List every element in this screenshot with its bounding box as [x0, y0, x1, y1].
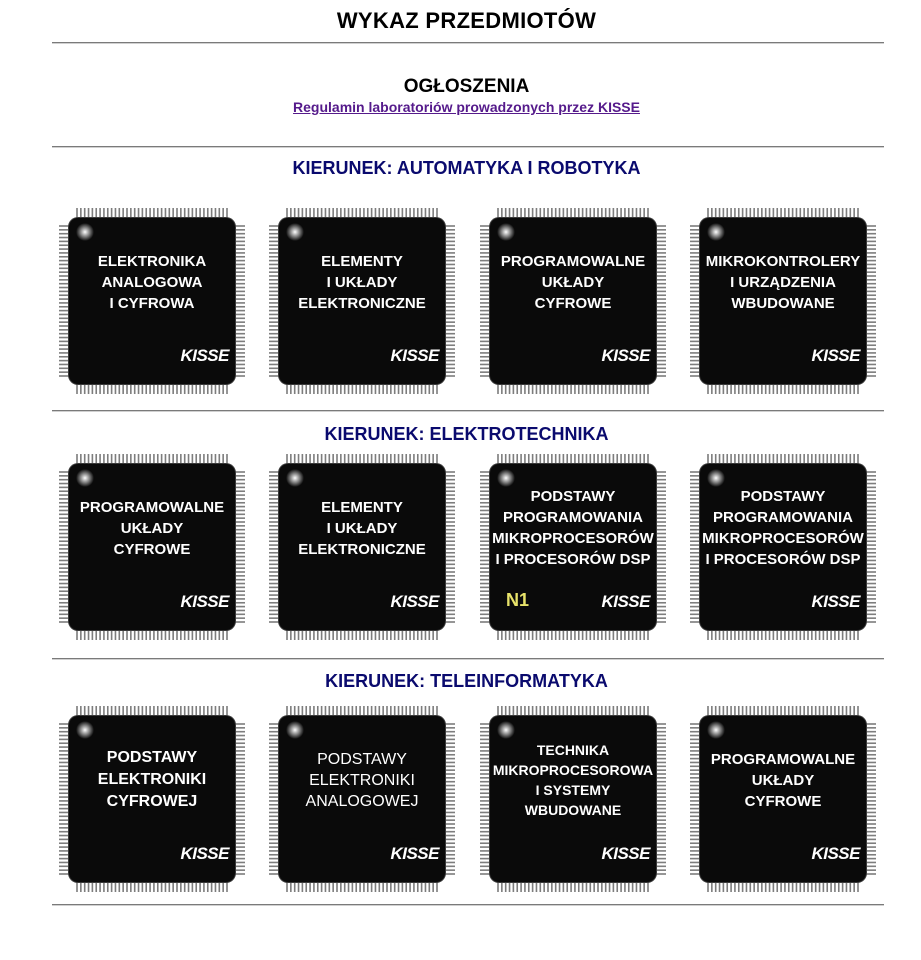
course-chip[interactable]: [688, 206, 878, 396]
kisse-logo: KISSE: [811, 346, 860, 365]
kisse-logo: KISSE: [180, 592, 229, 611]
course-chip[interactable]: [688, 452, 878, 642]
course-label: PROGRAMOWALNE UKŁADY CYFROWE: [500, 252, 646, 312]
course-chip[interactable]: [478, 206, 668, 396]
kisse-logo: KISSE: [180, 844, 229, 863]
course-label: PROGRAMOWALNE UKŁADY CYFROWE: [710, 750, 856, 810]
course-chip[interactable]: [57, 206, 247, 396]
course-row: [57, 452, 877, 642]
kisse-logo: KISSE: [390, 592, 439, 611]
kisse-logo: KISSE: [811, 592, 860, 611]
course-chip[interactable]: [267, 704, 457, 894]
course-label: TECHNIKA MIKROPROCESOROWA I SYSTEMY WBUDOWANE: [492, 742, 654, 818]
page-title: WYKAZ PRZEDMIOTÓW: [336, 8, 597, 33]
course-label: PODSTAWY PROGRAMOWANIA MIKROPROCESORÓW I PROCESORÓW DSP: [702, 488, 864, 568]
kisse-logo: KISSE: [601, 346, 650, 365]
course-chip[interactable]: [688, 704, 878, 894]
section-heading-automatyka: KIERUNEK: AUTOMATYKA I ROBOTYKA: [292, 158, 641, 178]
course-label: PROGRAMOWALNE UKŁADY CYFROWE: [79, 498, 225, 558]
course-label: MIKROKONTROLERY I URZĄDZENIA WBUDOWANE: [705, 252, 861, 312]
course-row: [57, 206, 877, 396]
divider: [52, 658, 884, 660]
kisse-logo: KISSE: [811, 844, 860, 863]
announcements-link-wrap: [0, 99, 921, 115]
kisse-logo: KISSE: [390, 346, 439, 365]
course-row: [57, 704, 877, 894]
divider: [52, 42, 884, 44]
announcements-title: OGŁOSZENIA: [403, 76, 530, 97]
course-chip[interactable]: [57, 452, 247, 642]
course-label: ELEMENTY I UKŁADY ELEKTRONICZNE: [298, 498, 426, 558]
section-heading-teleinformatyka: KIERUNEK: TELEINFORMATYKA: [325, 671, 608, 691]
course-label: PODSTAWY ELEKTRONIKI ANALOGOWEJ: [305, 750, 419, 810]
course-label: PODSTAWY PROGRAMOWANIA MIKROPROCESORÓW I PROCESORÓW DSP: [492, 488, 654, 568]
section-heading-elektrotechnika: KIERUNEK: ELEKTROTECHNIKA: [324, 424, 609, 444]
divider: [52, 410, 884, 412]
course-chip[interactable]: [478, 704, 668, 894]
course-label: ELEMENTY I UKŁADY ELEKTRONICZNE: [298, 252, 426, 312]
course-chip[interactable]: [57, 704, 247, 894]
course-chip[interactable]: [267, 206, 457, 396]
course-badge: N1: [506, 590, 530, 610]
course-chip[interactable]: [267, 452, 457, 642]
kisse-logo: KISSE: [601, 844, 650, 863]
divider: [52, 904, 884, 906]
course-label: ELEKTRONIKA ANALOGOWA I CYFROWA: [97, 252, 207, 312]
course-chip[interactable]: [478, 452, 668, 642]
kisse-logo: KISSE: [390, 844, 439, 863]
divider: [52, 146, 884, 148]
course-label: PODSTAWY ELEKTRONIKI CYFROWEJ: [97, 749, 207, 810]
kisse-logo: KISSE: [601, 592, 650, 611]
kisse-logo: KISSE: [180, 346, 229, 365]
lab-regulations-link[interactable]: Regulamin laboratoriów prowadzonych przez KISSE: [293, 99, 640, 115]
